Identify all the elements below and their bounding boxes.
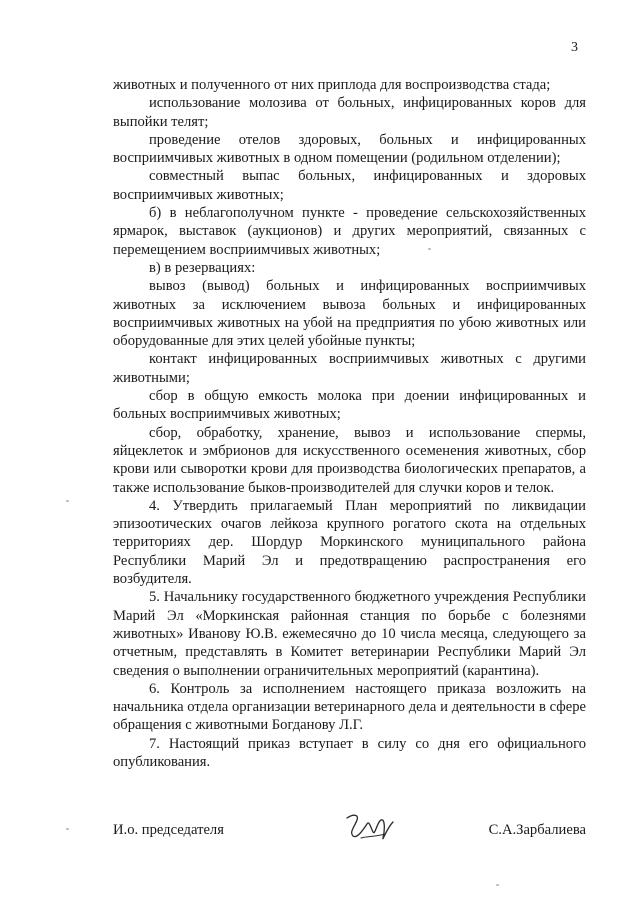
paragraph: в) в резервациях: [149, 259, 256, 276]
handwritten-signature [341, 808, 401, 848]
paragraph: 7. Настоящий приказ вступает в силу со дня его официального опубликования. [113, 735, 586, 770]
scan-speck [66, 500, 69, 502]
paragraph: использование молозива от больных, инфицированных коров для выпойки телят; [113, 95, 586, 130]
scan-speck [66, 828, 69, 830]
paragraph: сбор в общую емкость молока при доении инфицированных и больных восприимчивых животных; [113, 388, 586, 423]
paragraph: 5. Начальнику государственного бюджетного учреждения Республики Марий Эл «Моркинская районная станция по борьбе с болезнями животных» Иванову Ю.В. ежемесячно до 10 числа месяца, следующего за отчетным, представлять в Комитет ветеринарии Республики Марий Эл сведения о выполнении ограничительных мероприятий (карантина). [113, 589, 586, 679]
paragraph: животных и полученного от них приплода для воспроизводства стада; [113, 77, 551, 93]
signatory-name: С.А.Зарбалиева [488, 822, 586, 838]
document-body [113, 76, 586, 771]
paragraph: контакт инфицированных восприимчивых животных с другими животными; [113, 351, 586, 386]
paragraph: сбор, обработку, хранение, вывоз и использование спермы, яйцеклеток и эмбрионов для искусственного осеменения животных, сбор крови или сыворотки крови для производства биологических препаратов, а также использование быков-производителей для случки коров и телок. [113, 424, 586, 496]
paragraph: 4. Утвердить прилагаемый План мероприятий по ликвидации эпизоотических очагов лейкоза крупного рогатого скота на отдельных территориях дер. Шордур Моркинского муниципального района Республики Марий Эл и предотвращению распространения его возбудителя. [113, 497, 586, 588]
paragraph: совместный выпас больных, инфицированных и здоровых восприимчивых животных; [113, 168, 586, 203]
page-number: 3 [571, 40, 578, 55]
paragraph: вывоз (вывод) больных и инфицированных восприимчивых животных за исключением вывоза больных и инфицированных восприимчивых животных на убой на предприятия по убою животных или оборудованные для этих целей убойные пункты; [113, 278, 586, 350]
scan-speck [428, 248, 431, 250]
signatory-position: И.о. председателя [113, 822, 224, 838]
paragraph: 6. Контроль за исполнением настоящего приказа возложить на начальника отдела организации ветеринарного дела и деятельности в сфере обращения с животными Богданову Л.Г. [113, 680, 586, 734]
signature-block [113, 808, 586, 848]
paragraph: б) в неблагополучном пункте - проведение сельскохозяйственных ярмарок, выставок (аукционов) и других мероприятий, связанных с перемещением восприимчивых животных; [113, 205, 586, 258]
paragraph: проведение отелов здоровых, больных и инфицированных восприимчивых животных в одном помещении (родильном отделении); [113, 131, 586, 167]
scan-speck [496, 884, 499, 886]
